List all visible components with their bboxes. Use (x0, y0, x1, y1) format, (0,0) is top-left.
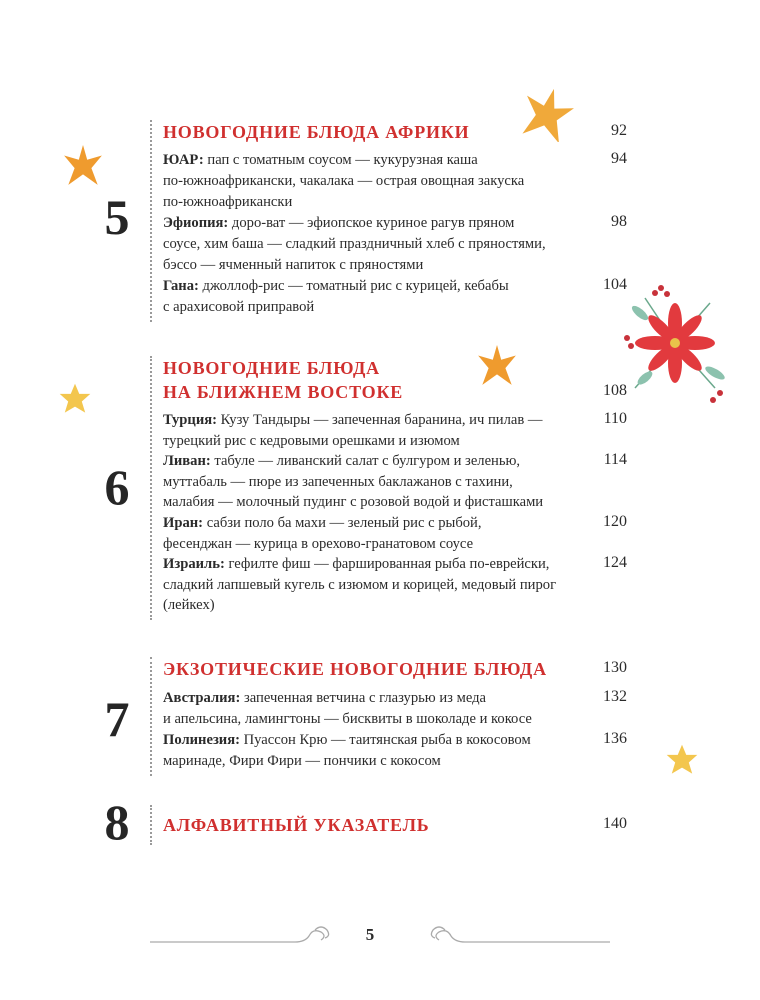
chapter-page-number: 108 (603, 382, 627, 399)
country-name: Эфиопия: (163, 215, 229, 231)
page-number: 5 (365, 925, 375, 944)
toc-entry-line: соусе, хим баша — сладкий праздничный хлеб с пряностями, (163, 236, 546, 252)
entry-page-number: 104 (603, 276, 627, 293)
entry-text: Кузу Тандыры — запеченная баранина, ич пилав — (217, 412, 543, 428)
star-icon (665, 743, 699, 777)
toc-entry-line: малабия — молочный пудинг с розовой водой и фисташками (163, 494, 544, 511)
toc-entry-line (163, 730, 531, 750)
toc-entry-line: с арахисовой приправой (163, 299, 315, 315)
chapter-page-number: 130 (603, 659, 627, 676)
entry-page-number: 110 (603, 410, 627, 427)
dotted-divider (150, 657, 152, 776)
toc-entry-line: по-южноафрикански (163, 194, 293, 210)
star-icon (58, 382, 92, 416)
entry-page-number: 114 (603, 451, 627, 469)
entry-page-number: 132 (603, 688, 627, 705)
star-icon (62, 145, 104, 187)
toc-entry-line: фесенджан — курица в орехово-гранатовом соусе (163, 535, 474, 552)
entry-text: запеченная ветчина с глазурью из меда (240, 690, 487, 706)
chapter-title: НОВОГОДНИЕ БЛЮДА (163, 358, 380, 378)
chapter-title: ЭКЗОТИЧЕСКИЕ НОВОГОДНИЕ БЛЮДА (163, 659, 547, 679)
country-name: Израиль: (163, 556, 225, 573)
chapter-page-number: 140 (603, 815, 627, 832)
entry-text: доро-ват — эфиопское куриное рагув пряном (228, 215, 515, 231)
country-name: Иран: (163, 515, 204, 531)
country-name: Полинезия: (163, 732, 240, 748)
entry-text: джоллоф-рис — томатный рис с курицей, кебабы (198, 278, 509, 294)
chapter-title: НА БЛИЖНЕМ ВОСТОКЕ (163, 382, 404, 402)
toc-entry-line: (лейкех) (163, 597, 215, 614)
toc-entry-line: и апельсина, ламингтоны — бисквиты в шоколаде и кокосе (163, 711, 532, 727)
toc-entry-line: муттабаль — пюре из запеченных баклажанов с тахини, (163, 473, 513, 490)
entry-text: табуле — ливанский салат с булгуром и зеленью, (210, 453, 521, 470)
country-name: ЮАР: (163, 152, 204, 168)
toc-entry-line (163, 513, 482, 533)
chapter-number: 8 (104, 794, 130, 850)
poinsettia-illustration (615, 278, 735, 413)
star-icon (520, 88, 574, 142)
entry-page-number: 124 (603, 554, 627, 572)
toc-entry-line: по-южноафрикански, чакалака — острая овощная закуска (163, 173, 525, 189)
dotted-divider (150, 120, 152, 322)
toc-entry-line: маринаде, Фири Фири — пончики с кокосом (163, 753, 441, 769)
entry-page-number: 98 (611, 213, 627, 230)
toc-entry-line (163, 451, 520, 471)
toc-entry-line (163, 410, 543, 430)
toc-entry-line: бэссо — ячменный напиток с пряностями (163, 257, 424, 273)
country-name: Гана: (163, 278, 199, 294)
entry-text: гефилте фиш — фаршированная рыба по-еврейски, (224, 556, 550, 573)
country-name: Ливан: (163, 453, 211, 470)
dotted-divider (150, 356, 152, 620)
dotted-divider (150, 805, 152, 845)
toc-entry-line: сладкий лапшевый кугель с изюмом и корицей, медовый пирог (163, 576, 557, 593)
chapter-page-number: 92 (611, 122, 627, 139)
chapter-number: 5 (104, 189, 130, 245)
entry-page-number: 136 (603, 730, 627, 747)
entry-text: пап с томатным соусом — кукурузная каша (203, 152, 478, 168)
chapter-title: НОВОГОДНИЕ БЛЮДА АФРИКИ (163, 122, 470, 142)
toc-entry-line (163, 688, 486, 708)
entry-page-number: 94 (611, 150, 627, 167)
footer-ornament (145, 920, 615, 950)
toc-entry-line (163, 554, 549, 574)
entry-text: сабзи поло ба махи — зеленый рис с рыбой, (203, 515, 482, 531)
country-name: Австралия: (163, 690, 241, 706)
toc-entry-line (163, 276, 509, 296)
entry-text: Пуассон Крю — таитянская рыба в кокосовом (239, 732, 531, 748)
chapter-title: АЛФАВИТНЫЙ УКАЗАТЕЛЬ (163, 815, 430, 835)
country-name: Турция: (163, 412, 217, 428)
toc-entry-line: турецкий рис с кедровыми орешками и изюмом (163, 432, 460, 449)
toc-entry-line (163, 213, 514, 233)
star-icon (476, 345, 518, 387)
chapter-number: 6 (104, 459, 130, 515)
entry-page-number: 120 (603, 513, 627, 530)
chapter-number: 7 (104, 691, 130, 747)
toc-entry-line (163, 150, 478, 170)
